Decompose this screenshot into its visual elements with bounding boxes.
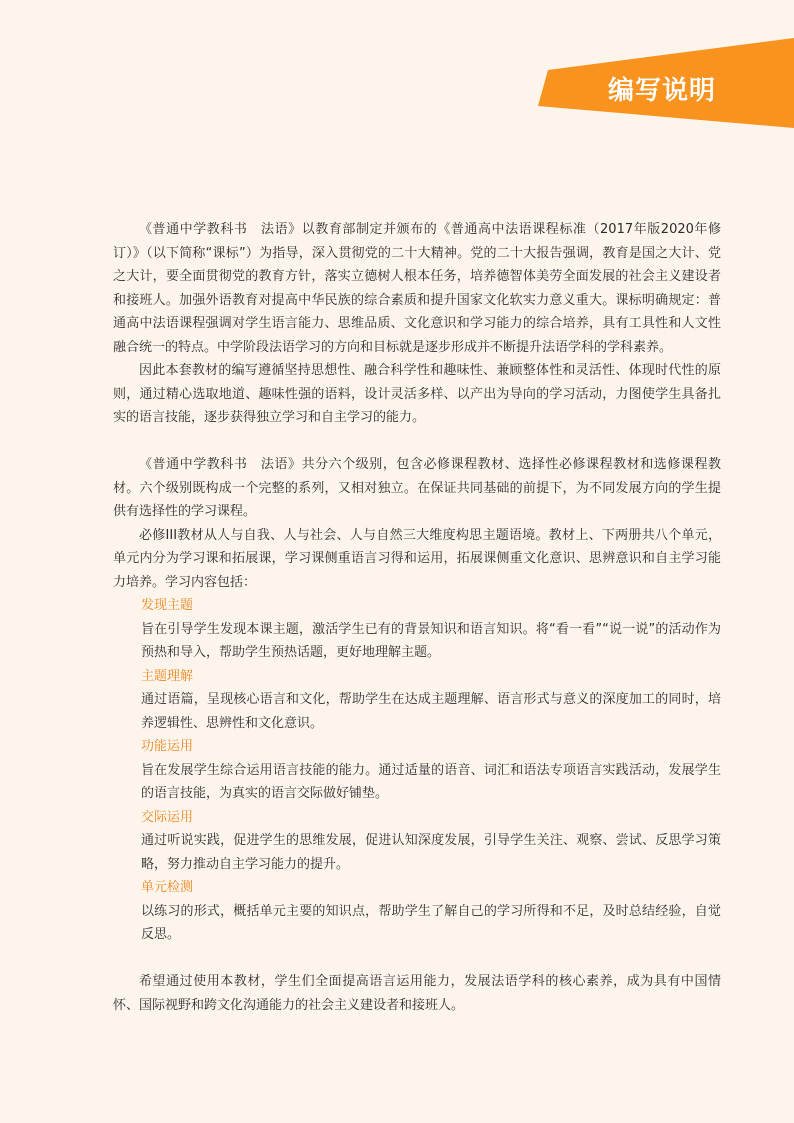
item-body: 通过语篇，呈现核心语言和文化，帮助学生在达成主题理解、语言形式与意义的深度加工的同时，培养逻辑性、思辨性和文化意识。 [141,692,721,731]
item-body: 以练习的形式，概括单元主要的知识点，帮助学生了解自己的学习所得和不足，及时总结经验，自觉反思。 [141,903,721,942]
structure-paragraph-2: 必修III教材从人与自我、人与社会、人与自然三大维度构思主题语境。教材上、下两册共八个单元，单元内分为学习课和拓展课，学习课侧重语言习得和运用，拓展课侧重文化意识、思辨意识和自主学习能力培养。学习内容包括： [113,527,721,590]
intro-paragraph-1: 《普通中学教科书 法语》以教育部制定并颁布的《普通高中法语课程标准（2017年版2020年修订）》（以下简称“课标”）为指导，深入贯彻党的二十大精神。党的二十大报告强调，教育是国之大计、党之大计，要全面贯彻党的教育方针，落实立德树人根本任务，培养德智体美劳全面发展的社会主义建设者和接班人。加强外语教育对提高中华民族的综合素质和提升国家文化软实力意义重大。课标明确规定：普通高中法语课程强调对学生语言能力、思维品质、文化意识和学习能力的综合培养，具有工具性和人文性融合统一的特点。中学阶段法语学习的方向和目标就是逐步形成并不断提升法语学科的学科素养。 [113,222,721,355]
item-heading: 交际运用 [141,809,194,825]
intro-paragraph-2: 因此本套教材的编写遵循坚持思想性、融合科学性和趣味性、兼顾整体性和灵活性、体现时代性的原则，通过精心选取地道、趣味性强的语料，设计灵活多样、以产出为导向的学习活动，力图使学生具备扎实的语言技能，逐步获得独立学习和自主学习的能力。 [113,363,721,425]
main-content [113,218,721,1017]
item-body: 通过听说实践，促进学生的思维发展，促进认知深度发展，引导学生关注、观察、尝试、反思学习策略，努力推动自主学习能力的提升。 [141,833,721,872]
content-item-function [113,735,721,806]
content-item-understanding [113,665,721,736]
closing-paragraph: 希望通过使用本教材，学生们全面提高语言运用能力，发展法语学科的核心素养，成为具有中国情怀、国际视野和跨文化沟通能力的社会主义建设者和接班人。 [113,974,721,1013]
item-heading: 主题理解 [141,668,194,684]
item-heading: 单元检测 [141,880,194,895]
item-body: 旨在发展学生综合运用语言技能的能力。通过适量的语音、词汇和语法专项语言实践活动，发展学生的语言技能，为真实的语言交际做好铺垫。 [141,762,721,801]
structure-paragraph-1: 《普通中学教科书 法语》共分六个级别，包含必修课程教材、选择性必修课程教材和选修课程教材。六个级别既构成一个完整的系列，又相对独立。在保证共同基础的前提下，为不同发展方向的学生提供有选择性的学习课程。 [113,457,721,519]
content-item-discover [113,594,721,665]
item-body: 旨在引导学生发现本课主题，激活学生已有的背景知识和语言知识。将“看一看”“说一说”的活动作为预热和导入，帮助学生预热话题，更好地理解主题。 [141,621,721,660]
section-gap [113,947,721,971]
item-heading: 发现主题 [141,598,194,613]
item-heading: 功能运用 [141,739,194,754]
section-gap [113,430,721,454]
content-item-communication [113,806,721,877]
page-title: 编写说明 [608,76,717,106]
content-item-unit-test [113,876,721,947]
